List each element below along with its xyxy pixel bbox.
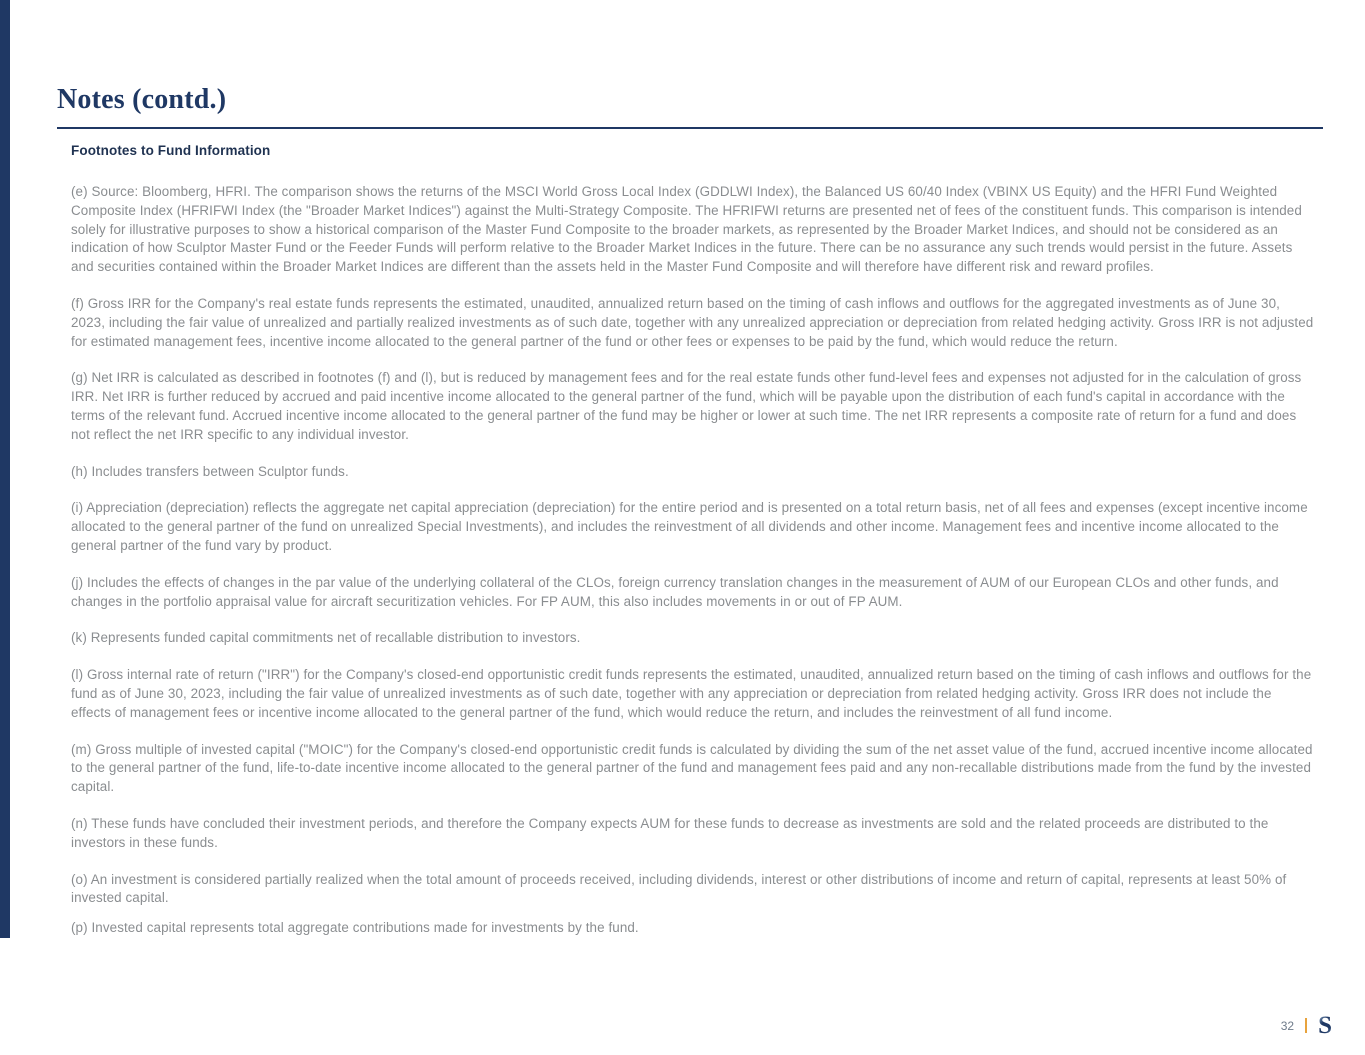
footnote-o: (o) An investment is considered partially realized when the total amount of proceeds received, including dividends, interest or other distributions of income and return of capital, represents at least 50% of invested capital.	[71, 871, 1287, 906]
footnote-l: (l) Gross internal rate of return ("IRR") for the Company's closed-end opportunistic credit funds represents the estimated, unaudited, annualized return based on the timing of cash inflows and outflows for the fund as of June 30, 2023, including the fair value of unrealized investments as of such date, together with any appreciation or depreciation from related hedging activity. Gross IRR does not include the effects of management fees or incentive income allocated to the general partner of the fund, which would reduce the return, and includes the reinvestment of all fund income.	[71, 667, 1312, 720]
footer-divider	[1305, 1018, 1307, 1033]
footnote-g: (g) Net IRR is calculated as described in footnotes (f) and (l), but is reduced by management fees and for the real estate funds other fund-level fees and expenses not adjusted for in the calculation of gross IRR. Net IRR is further reduced by accrued and paid incentive income allocated to the general partner of the fund, which will be payable upon the distribution of each fund's capital in accordance with the terms of the relevant fund. Accrued incentive income allocated to the general partner of the fund may be higher or lower at such time. The net IRR represents a composite rate of return for a fund and does not reflect the net IRR specific to any individual investor.	[71, 370, 1302, 442]
footnote-n: (n) These funds have concluded their investment periods, and therefore the Company expects AUM for these funds to decrease as investments are sold and the related proceeds are distributed to the investors in these funds.	[71, 815, 1269, 850]
footnote-j: (j) Includes the effects of changes in the par value of the underlying collateral of the CLOs, foreign currency translation changes in the measurement of AUM of our European CLOs and other funds, and changes in the portfolio appraisal value for aircraft securitization vehicles. For FP AUM, this also includes movements in or out of FP AUM.	[71, 574, 1279, 609]
footnote-m: (m) Gross multiple of invested capital ("MOIC") for the Company's closed-end opportunistic credit funds is calculated by dividing the sum of the net asset value of the fund, accrued incentive income allocated to the general partner of the fund, life-to-date incentive income allocated to the general partner of the fund and management fees paid and any non-recallable distributions made from the fund by the invested capital.	[71, 741, 1313, 795]
page-number: 32	[1280, 1018, 1295, 1033]
footnote-i: (i) Appreciation (depreciation) reflects the aggregate net capital appreciation (depreciation) for the entire period and is presented on a total return basis, net of all fees and expenses (except incentive income allocated to the general partner of the fund on unrealized Special Investments), and includes the reinvestment of all dividends and other income. Management fees and incentive income allocated to the general partner of the fund vary by product.	[71, 500, 1308, 553]
footnote-f: (f) Gross IRR for the Company's real estate funds represents the estimated, unaudited, annualized return based on the timing of cash inflows and outflows for the aggregated investments as of June 30, 2023, including the fair value of unrealized and partially realized investments as of such date, together with any unrealized appreciation or depreciation from related hedging activity. Gross IRR is not adjusted for estimated management fees, incentive income allocated to the general partner of the fund or other fees or expenses to be paid by the fund, which would reduce the return.	[71, 295, 1314, 349]
section-heading: Footnotes to Fund Information	[71, 143, 271, 158]
footnote-e: (e) Source: Bloomberg, HFRI. The comparison shows the returns of the MSCI World Gross Local Index (GDDLWI Index), the Balanced US 60/40 Index (VBINX US Equity) and the HFRI Fund Weighted Composite Index (HFRIFWI Index (the "Broader Market Indices") against the Multi-Strategy Composite. The HFRIFWI returns are presented net of fees of the constituent funds. This comparison is intended solely for illustrative purposes to show a historical comparison of the Master Fund Composite to the broader markets, as represented by the Broader Market Indices, and should not be considered as an indication of how Sculptor Master Fund or the Feeder Funds will perform relative to the Broader Market Indices in the future. There can be no assurance any such trends would persist in the future. Assets and securities contained within the Broader Market Indices are different than the assets held in the Master Fund Composite and will therefore have different risk and reward profiles.	[71, 184, 1302, 275]
page-title: Notes (contd.)	[57, 84, 227, 115]
footnote-p: (p) Invested capital represents total aggregate contributions made for investments by the fund.	[71, 920, 639, 936]
title-divider	[57, 127, 1323, 129]
sculptor-logo-icon: S	[1318, 1012, 1332, 1039]
left-accent-bar	[0, 0, 10, 938]
footnote-k: (k) Represents funded capital commitments net of recallable distribution to investors.	[71, 630, 581, 646]
footnote-h: (h) Includes transfers between Sculptor funds.	[71, 463, 349, 479]
footnotes-section	[71, 143, 1314, 938]
page-footer	[1281, 1013, 1332, 1038]
